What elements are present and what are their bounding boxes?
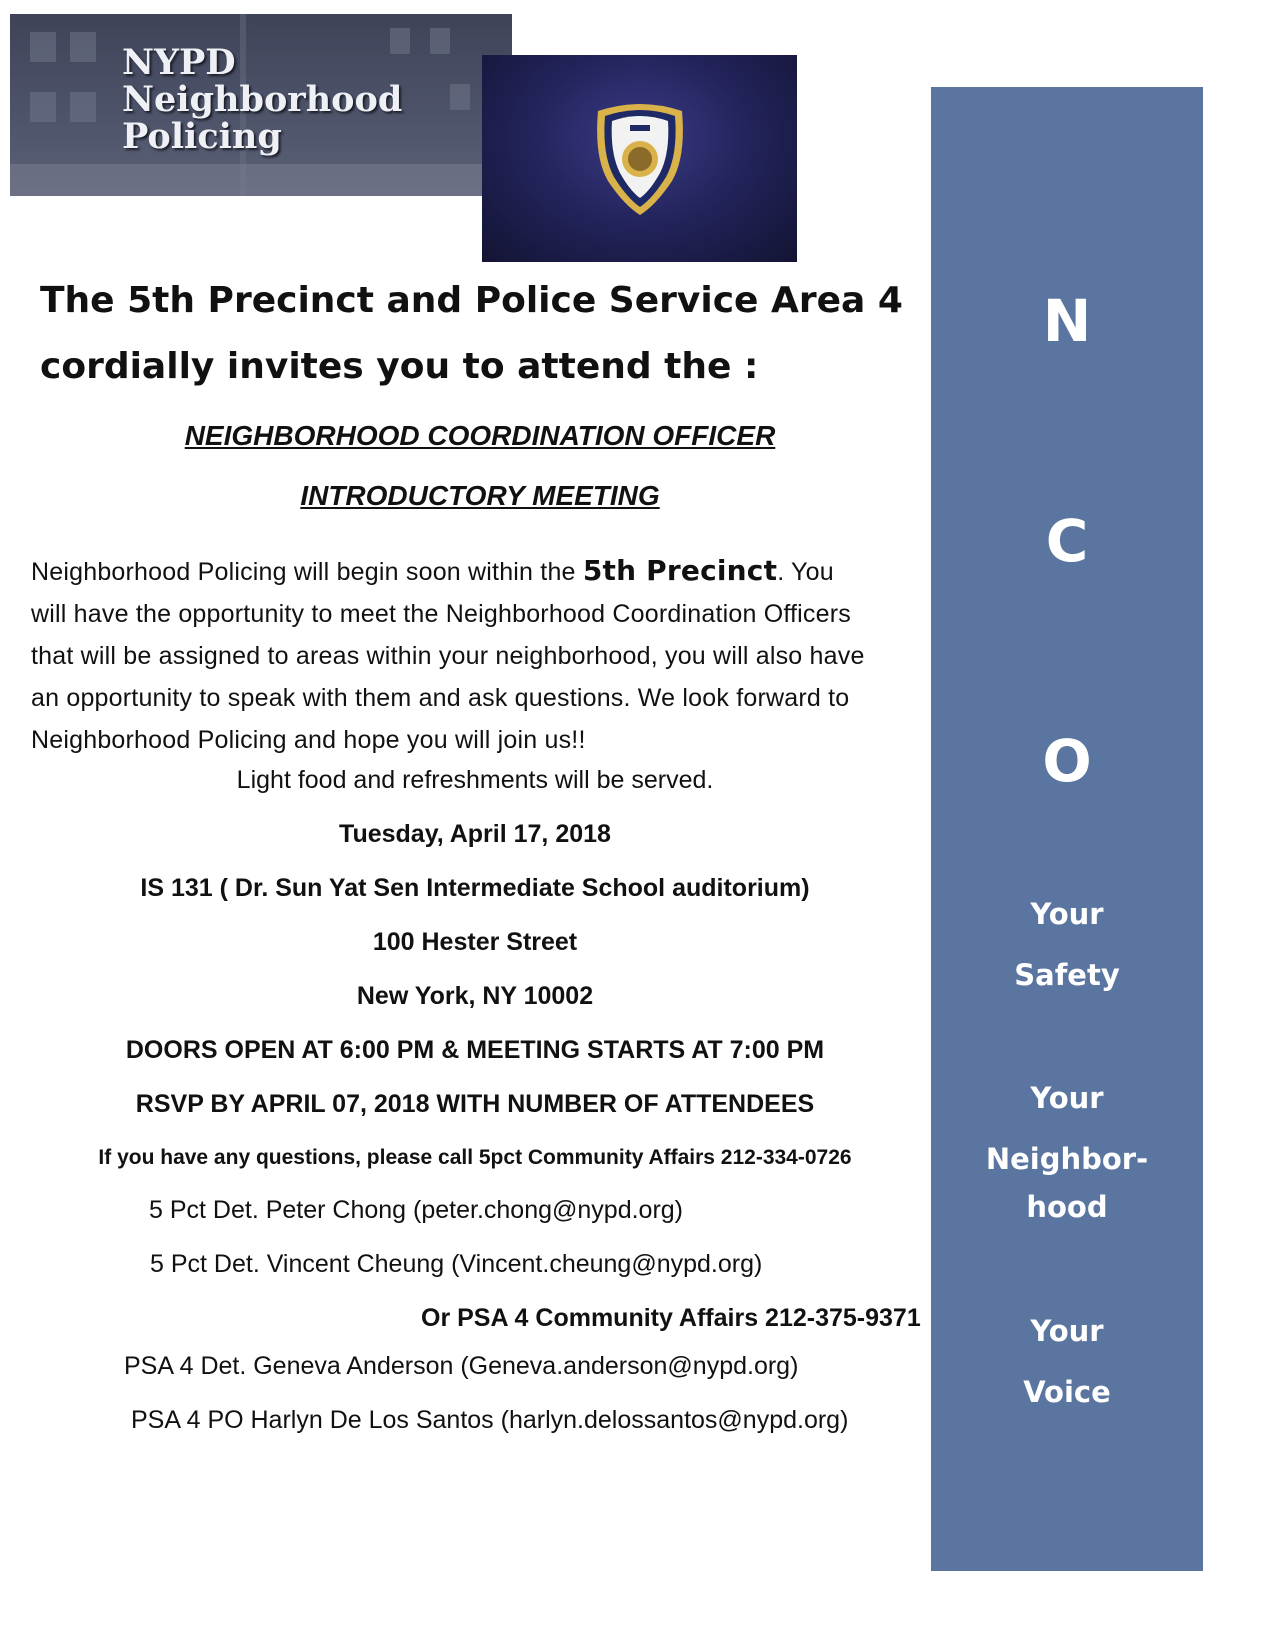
intro-line-3: that will be assigned to areas within your neighborhood, you will also have bbox=[31, 642, 865, 670]
sidebar-word-your-3: Your bbox=[1030, 1314, 1104, 1348]
sidebar-word-neighbor: Neighbor- bbox=[985, 1142, 1149, 1176]
sidebar-word-your-1: Your bbox=[1030, 897, 1104, 931]
sidebar-word-safety: Safety bbox=[1014, 958, 1120, 992]
sidebar-letter-o: O bbox=[1042, 727, 1092, 795]
contact-geneva-anderson: PSA 4 Det. Geneva Anderson (Geneva.anderson@nypd.org) bbox=[124, 1352, 799, 1380]
meeting-title-line-2: INTRODUCTORY MEETING bbox=[300, 480, 660, 511]
invitation-heading bbox=[40, 268, 903, 400]
refreshments-note: Light food and refreshments will be served. bbox=[236, 766, 714, 794]
questions-note: If you have any questions, please call 5pct Community Affairs 212-334-0726 bbox=[98, 1146, 852, 1169]
meeting-title-line-1: NEIGHBORHOOD COORDINATION OFFICER bbox=[184, 420, 776, 451]
heading-line-1: The 5th Precinct and Police Service Area 4 bbox=[40, 280, 903, 321]
nypd-banner-image bbox=[10, 14, 512, 196]
sidebar-word-your-2: Your bbox=[1030, 1081, 1104, 1115]
contact-peter-chong: 5 Pct Det. Peter Chong (peter.chong@nypd.org) bbox=[149, 1196, 684, 1224]
psa4-affairs-line: Or PSA 4 Community Affairs 212-375-9371 bbox=[421, 1304, 921, 1332]
sidebar-letter-c: C bbox=[1045, 507, 1089, 575]
intro-line-2: will have the opportunity to meet the Neighborhood Coordination Officers bbox=[31, 600, 851, 628]
contact-harlyn-de-los-santos: PSA 4 PO Harlyn De Los Santos (harlyn.delossantos@nypd.org) bbox=[131, 1406, 849, 1434]
event-street: 100 Hester Street bbox=[372, 928, 578, 956]
heading-line-2: cordially invites you to attend the : bbox=[40, 346, 759, 387]
intro-paragraph bbox=[31, 550, 926, 761]
contact-vincent-cheung: 5 Pct Det. Vincent Cheung (Vincent.cheung@nypd.org) bbox=[150, 1250, 763, 1278]
event-date: Tuesday, April 17, 2018 bbox=[339, 820, 611, 848]
sidebar-word-voice: Voice bbox=[1023, 1375, 1111, 1409]
rsvp-note: RSVP BY APRIL 07, 2018 WITH NUMBER OF ATTENDEES bbox=[135, 1090, 815, 1118]
event-times: DOORS OPEN AT 6:00 PM & MEETING STARTS AT 7:00 PM bbox=[125, 1036, 825, 1064]
banner-title: NYPD Neighborhood Policing bbox=[122, 42, 403, 157]
intro-line-5: Neighborhood Policing and hope you will join us!! bbox=[31, 726, 586, 754]
intro-line-1: Neighborhood Policing will begin soon within the 5th Precinct. You bbox=[31, 554, 834, 587]
intro-line-4: an opportunity to speak with them and ask questions. We look forward to bbox=[31, 684, 850, 712]
precinct-name: 5th Precinct bbox=[582, 554, 778, 587]
event-city: New York, NY 10002 bbox=[356, 982, 594, 1010]
sidebar-letter-n: N bbox=[1042, 287, 1092, 355]
event-venue: IS 131 ( Dr. Sun Yat Sen Intermediate School auditorium) bbox=[140, 874, 810, 902]
sidebar-word-hood: hood bbox=[1026, 1190, 1108, 1224]
nco-sidebar bbox=[931, 87, 1203, 1571]
police-shield-icon bbox=[590, 97, 690, 217]
nypd-badge-image bbox=[482, 55, 797, 262]
